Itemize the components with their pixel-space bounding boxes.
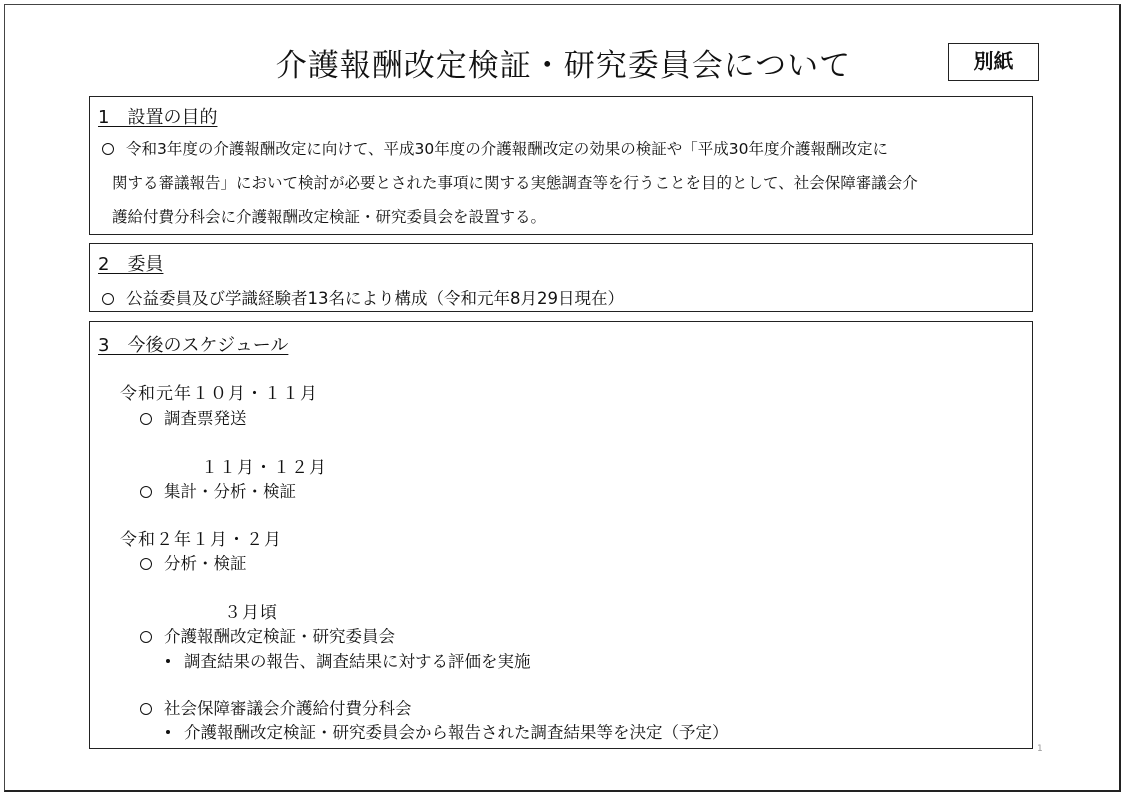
members-text: 公益委員及び学識経験者13名により構成（令和元年8月29日現在）	[102, 285, 624, 309]
dot-bullet-icon	[166, 659, 170, 663]
schedule-item-1: 調査票発送	[140, 405, 247, 429]
circle-bullet-icon	[140, 558, 152, 570]
schedule-item-3: 分析・検証	[140, 550, 247, 574]
schedule-item-4: 介護報酬改定検証・研究委員会	[140, 623, 395, 647]
schedule-item-2: 集計・分析・検証	[140, 478, 296, 502]
circle-bullet-icon	[140, 631, 152, 643]
page-number: 1	[1037, 744, 1043, 754]
section-schedule	[89, 321, 1033, 749]
section-members	[89, 243, 1033, 312]
circle-bullet-icon	[140, 413, 152, 425]
circle-bullet-icon	[102, 143, 114, 155]
schedule-date-3: 令和２年１月・２月	[120, 530, 282, 550]
purpose-line-2: 関する審議報告」において検討が必要とされた事項に関する実態調査等を行うことを目的として、社会保障審議会介	[112, 174, 918, 192]
dot-bullet-icon	[166, 730, 170, 734]
schedule-subitem-4: 調査結果の報告、調査結果に対する評価を実施	[166, 648, 531, 672]
section-schedule-heading: 3 今後のスケジュール	[98, 335, 289, 356]
attachment-badge: 別紙	[948, 43, 1039, 81]
purpose-line-1: 令和3年度の介護報酬改定に向けて、平成30年度の介護報酬改定の効果の検証や「平成30年度介護報酬改定に	[102, 137, 888, 159]
circle-bullet-icon	[102, 293, 114, 305]
schedule-subitem-5: 介護報酬改定検証・研究委員会から報告された調査結果等を決定（予定）	[166, 719, 729, 743]
schedule-date-4: ３月頃	[224, 603, 278, 623]
schedule-date-2: １１月・１２月	[201, 458, 327, 478]
section-purpose	[89, 96, 1033, 235]
circle-bullet-icon	[140, 703, 152, 715]
page-title: 介護報酬改定検証・研究委員会について	[275, 48, 852, 84]
circle-bullet-icon	[140, 486, 152, 498]
section-purpose-heading: 1 設置の目的	[98, 107, 218, 128]
purpose-line-3: 護給付費分科会に介護報酬改定検証・研究委員会を設置する。	[112, 208, 547, 226]
schedule-item-5: 社会保障審議会介護給付費分科会	[140, 695, 412, 719]
schedule-date-1: 令和元年１０月・１１月	[120, 384, 318, 404]
section-members-heading: 2 委員	[98, 254, 164, 275]
